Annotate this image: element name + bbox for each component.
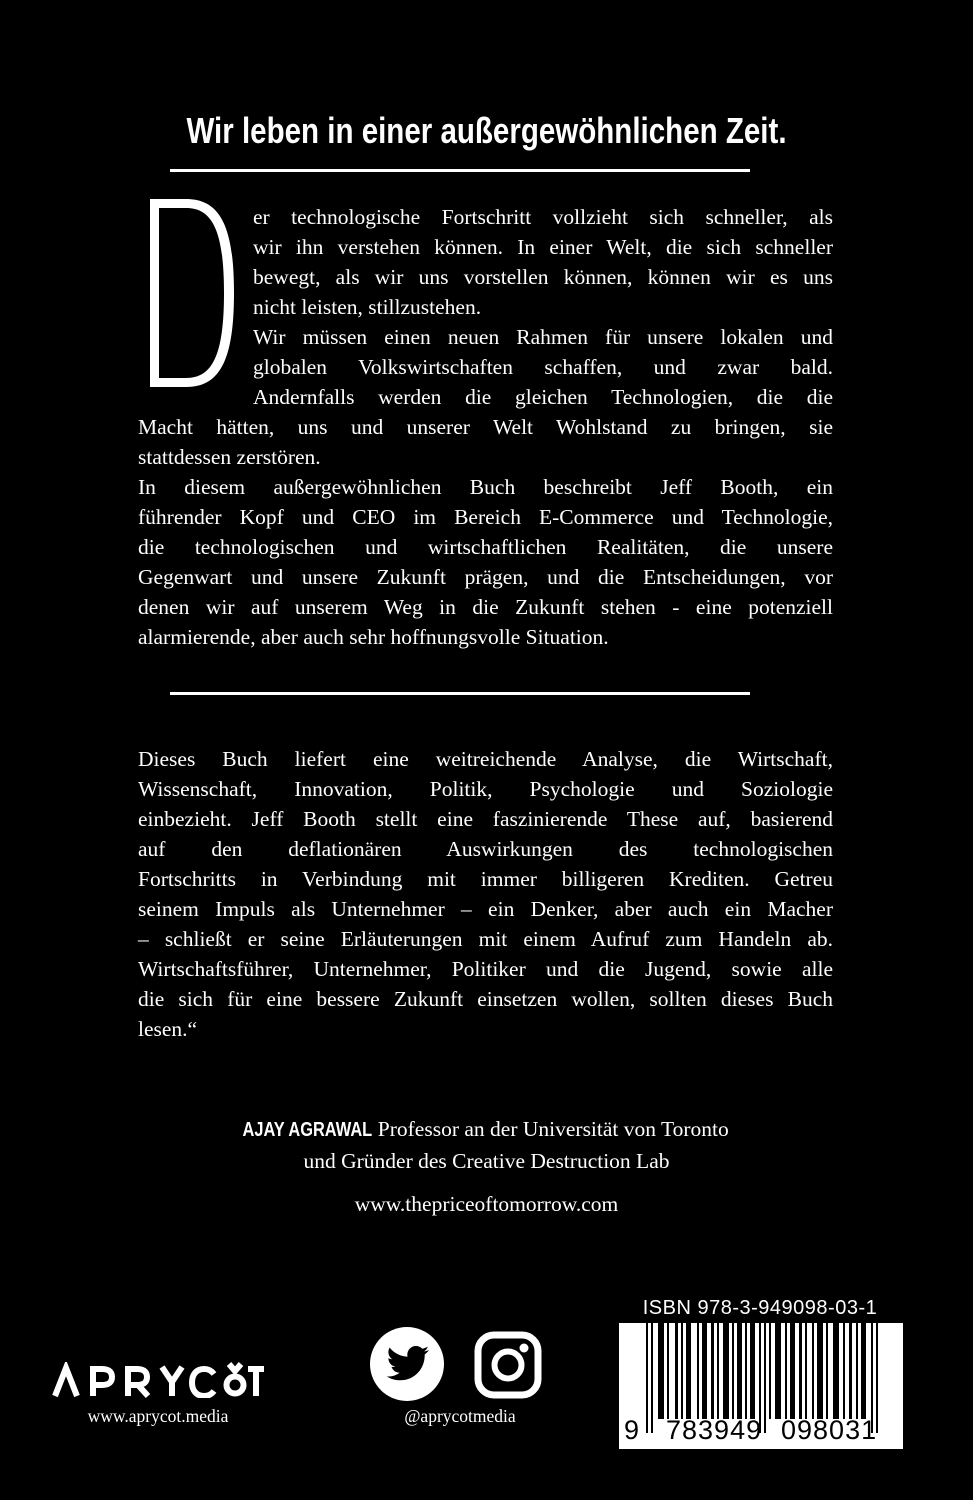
twitter-icon[interactable] — [369, 1326, 445, 1402]
review-quote — [138, 744, 833, 1044]
text-line: Andernfalls werden die gleichen Technologien, die die — [253, 385, 833, 409]
text-line: Gegenwart und unsere Zukunft prägen, und die Entscheidungen, vor — [138, 565, 833, 589]
author-title-line2: und Gründer des Creative Destruction Lab — [303, 1149, 670, 1173]
text-line: die sich für eine bessere Zukunft einsetzen wollen, sollten dieses Buch — [138, 987, 833, 1011]
text-line: einbezieht. Jeff Booth stellt eine faszinierende These auf, basierend — [138, 807, 833, 831]
text-line: führender Kopf und CEO im Bereich E-Commerce und Technologie, — [138, 505, 833, 529]
social-handle[interactable]: @aprycotmedia — [404, 1406, 516, 1426]
text-line: Dieses Buch liefert eine weitreichende Analyse, die Wirtschaft, — [138, 747, 833, 771]
text-line: lesen.“ — [138, 1017, 198, 1041]
divider-middle — [170, 692, 750, 695]
book-website-link[interactable]: www.thepriceoftomorrow.com — [354, 1192, 619, 1216]
quote-attribution — [0, 1114, 973, 1177]
text-line: seinem Impuls als Unternehmer – ein Denker, aber auch ein Macher — [138, 897, 833, 921]
text-line: – schließt er seine Erläuterungen mit einem Aufruf zum Handeln ab. — [138, 927, 833, 951]
text-line: Wissenschaft, Innovation, Politik, Psychologie und Soziologie — [138, 777, 833, 801]
publisher-website-link[interactable]: www.aprycot.media — [87, 1406, 229, 1426]
headline: Wir leben in einer außergewöhnlichen Zeit. — [186, 110, 787, 151]
text-line: Wir müssen einen neuen Rahmen für unsere lokalen und — [253, 325, 833, 349]
text-line: wir ihn verstehen können. In einer Welt, die sich schneller — [253, 235, 833, 259]
barcode-digits-left: 783949 — [666, 1415, 763, 1445]
text-line: globalen Volkswirtschaften schaffen, und zwar bald. — [253, 355, 833, 379]
text-line: nicht leisten, stillzustehen. — [253, 295, 482, 319]
isbn-label: ISBN 978-3-949098-03-1 — [642, 1297, 878, 1319]
instagram-icon[interactable] — [474, 1331, 542, 1399]
text-line: stattdessen zerstören. — [138, 445, 321, 469]
text-line: denen wir auf unserem Weg in die Zukunft stehen - eine potenziell — [138, 595, 833, 619]
text-line: auf den deflationären Auswirkungen des technologischen — [138, 837, 833, 861]
barcode-digit-first: 9 — [624, 1415, 640, 1445]
aprycot-logo — [52, 1362, 264, 1398]
text-line: er technologische Fortschritt vollzieht sich schneller, als — [253, 205, 833, 229]
author-title: Professor an der Universität von Toronto — [377, 1117, 729, 1141]
text-line: Wirtschaftsführer, Unternehmer, Politiker und die Jugend, sowie alle — [138, 957, 833, 981]
text-line: Macht hätten, uns und unserer Welt Wohlstand zu bringen, sie — [138, 415, 833, 439]
divider-top — [170, 169, 750, 172]
text-line: alarmierende, aber auch sehr hoffnungsvolle Situation. — [138, 625, 609, 649]
text-line: In diesem außergewöhnlichen Buch beschreibt Jeff Booth, ein — [138, 475, 833, 499]
author-name: AJAY AGRAWAL — [242, 1119, 373, 1141]
text-line: bewegt, als wir uns vorstellen können, können wir es uns — [253, 265, 833, 289]
intro-paragraph — [138, 202, 833, 652]
text-line: die technologischen und wirtschaftlichen Realitäten, die unsere — [138, 535, 833, 559]
text-line: Fortschritts in Verbindung mit immer billigeren Krediten. Getreu — [138, 867, 833, 891]
barcode-digits-right: 098031 — [781, 1415, 878, 1445]
isbn-barcode — [619, 1323, 903, 1449]
